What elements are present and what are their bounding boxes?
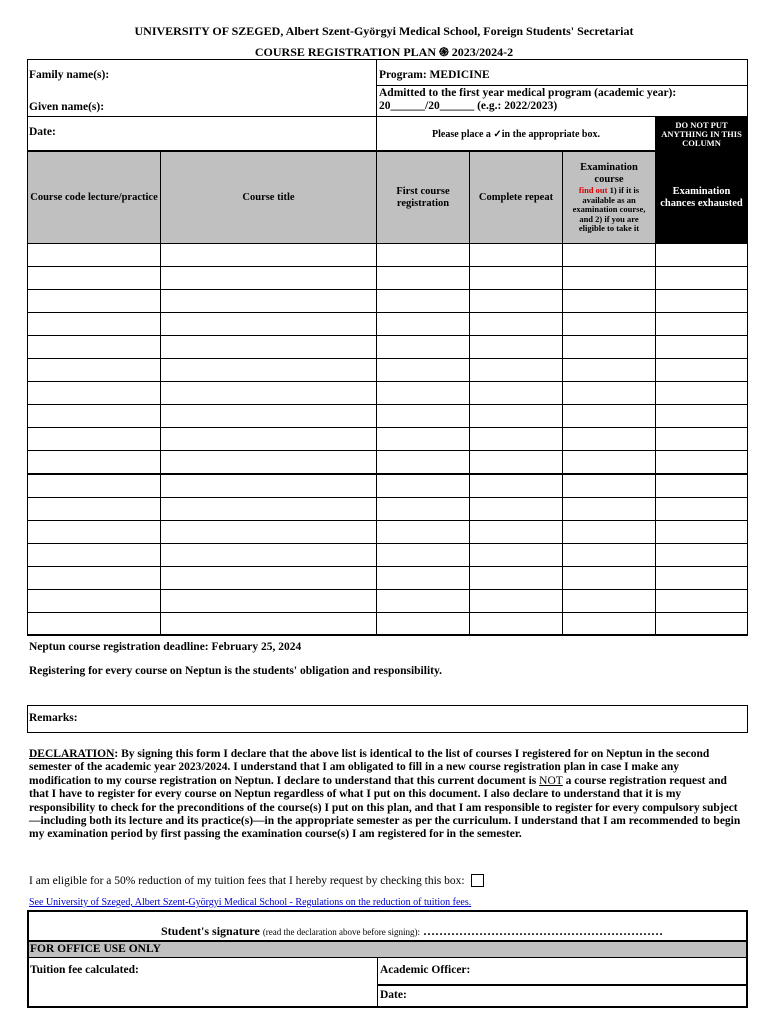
table-cell[interactable] bbox=[376, 589, 470, 613]
table-cell[interactable] bbox=[562, 358, 656, 382]
table-row bbox=[27, 566, 748, 590]
table-cell[interactable] bbox=[469, 450, 563, 474]
table-cell[interactable] bbox=[160, 335, 377, 359]
table-cell[interactable] bbox=[376, 312, 470, 336]
table-cell[interactable] bbox=[376, 566, 470, 590]
table-cell[interactable] bbox=[160, 589, 377, 613]
table-row bbox=[27, 520, 748, 544]
table-cell[interactable] bbox=[27, 427, 161, 451]
table-cell[interactable] bbox=[562, 404, 656, 428]
tuition-fee-label: Tuition fee calculated: bbox=[30, 964, 139, 976]
table-cell[interactable] bbox=[160, 566, 377, 590]
table-cell[interactable] bbox=[160, 289, 377, 313]
table-cell[interactable] bbox=[27, 381, 161, 405]
table-cell[interactable] bbox=[376, 497, 470, 521]
table-cell[interactable] bbox=[27, 358, 161, 382]
table-cell[interactable] bbox=[562, 450, 656, 474]
table-cell[interactable] bbox=[469, 497, 563, 521]
table-cell[interactable] bbox=[469, 312, 563, 336]
table-cell[interactable] bbox=[562, 427, 656, 451]
table-cell[interactable] bbox=[562, 520, 656, 544]
table-cell[interactable] bbox=[376, 358, 470, 382]
table-cell[interactable] bbox=[469, 358, 563, 382]
office-use-header: FOR OFFICE USE ONLY bbox=[29, 940, 746, 958]
table-row bbox=[27, 589, 748, 613]
table-cell[interactable] bbox=[562, 612, 656, 636]
table-cell[interactable] bbox=[376, 243, 470, 267]
table-cell[interactable] bbox=[562, 312, 656, 336]
table-cell[interactable] bbox=[469, 566, 563, 590]
check-instruction: Please place a ✓in the appropriate box. bbox=[432, 128, 600, 140]
regulations-link[interactable]: See University of Szeged, Albert Szent-Györgyi Medical School - Regulations on the reduction of tuition fees. bbox=[29, 897, 472, 908]
table-cell[interactable] bbox=[469, 243, 563, 267]
table-cell[interactable] bbox=[655, 289, 748, 313]
table-cell[interactable] bbox=[655, 566, 748, 590]
table-cell[interactable] bbox=[655, 381, 748, 405]
course-table bbox=[27, 151, 748, 635]
table-cell[interactable] bbox=[655, 243, 748, 267]
table-cell[interactable] bbox=[160, 474, 377, 498]
table-row bbox=[27, 266, 748, 290]
table-cell[interactable] bbox=[27, 543, 161, 567]
table-row bbox=[27, 243, 748, 267]
table-row bbox=[27, 427, 748, 451]
table-cell[interactable] bbox=[655, 312, 748, 336]
table-cell[interactable] bbox=[376, 427, 470, 451]
table-cell[interactable] bbox=[27, 520, 161, 544]
table-cell[interactable] bbox=[655, 450, 748, 474]
table-row bbox=[27, 335, 748, 359]
table-cell[interactable] bbox=[376, 520, 470, 544]
form-header-institution: UNIVERSITY OF SZEGED, Albert Szent-Györgyi Medical School, Foreign Students' Secretariat bbox=[134, 24, 634, 38]
table-cell[interactable] bbox=[655, 612, 748, 636]
date-label: Date: bbox=[29, 126, 56, 138]
table-cell[interactable] bbox=[655, 427, 748, 451]
table-cell[interactable] bbox=[376, 543, 470, 567]
table-cell[interactable] bbox=[160, 266, 377, 290]
table-row bbox=[27, 543, 748, 567]
family-name-label: Family name(s): bbox=[29, 69, 110, 81]
table-cell[interactable] bbox=[655, 266, 748, 290]
table-cell[interactable] bbox=[562, 289, 656, 313]
table-cell[interactable] bbox=[27, 589, 161, 613]
table-cell[interactable] bbox=[160, 520, 377, 544]
table-cell[interactable] bbox=[562, 543, 656, 567]
table-cell[interactable] bbox=[655, 404, 748, 428]
table-row bbox=[27, 381, 748, 405]
table-row bbox=[27, 450, 748, 474]
table-cell[interactable] bbox=[655, 497, 748, 521]
table-cell[interactable] bbox=[562, 243, 656, 267]
table-cell[interactable] bbox=[160, 358, 377, 382]
table-cell[interactable] bbox=[27, 243, 161, 267]
table-cell[interactable] bbox=[27, 404, 161, 428]
table-cell[interactable] bbox=[562, 589, 656, 613]
table-cell[interactable] bbox=[27, 612, 161, 636]
office-section bbox=[27, 910, 748, 1008]
table-cell[interactable] bbox=[562, 566, 656, 590]
table-row bbox=[27, 474, 748, 498]
col-course-code: Course code lecture/practice bbox=[27, 151, 161, 244]
declaration-text: DECLARATION: By signing this form I declare that the above list is identical to the list of courses I registered for on Neptun in the second semester of the academic year 2023/2024. I understand that I am obligated to fill in a new course registration plan in case I make any modification to my course registration on Neptun. I declare to understand that this current document is NOT a course registration request and that I have to register for every course on Neptun regardless of what I put on this document. I also declare to understand that it is my responsibility to check for the preconditions of the course(s) I put on this plan, and that I am responsible to register for every compulsory subject—including both its lecture and its practice(s)—in the appropriate semester as per the curriculum. I understand that I am recommended to begin my examination period by first passing the examination course(s) I am registered for in the semester. bbox=[29, 748, 741, 841]
deadline-notice: Neptun course registration deadline: February 25, 2024 bbox=[29, 641, 302, 653]
table-row bbox=[27, 312, 748, 336]
table-cell[interactable] bbox=[469, 520, 563, 544]
reduction-checkbox[interactable] bbox=[471, 874, 484, 887]
table-cell[interactable] bbox=[27, 335, 161, 359]
table-cell[interactable] bbox=[376, 612, 470, 636]
table-cell[interactable] bbox=[469, 381, 563, 405]
table-cell[interactable] bbox=[469, 266, 563, 290]
table-cell[interactable] bbox=[27, 497, 161, 521]
table-cell[interactable] bbox=[27, 450, 161, 474]
table-cell[interactable] bbox=[160, 497, 377, 521]
given-name-label: Given name(s): bbox=[29, 101, 105, 113]
table-row bbox=[27, 497, 748, 521]
table-cell[interactable] bbox=[160, 450, 377, 474]
table-cell[interactable] bbox=[376, 404, 470, 428]
table-cell[interactable] bbox=[469, 543, 563, 567]
table-cell[interactable] bbox=[27, 312, 161, 336]
table-cell[interactable] bbox=[655, 543, 748, 567]
col-first-registration: First course registration bbox=[376, 151, 470, 244]
table-row bbox=[27, 358, 748, 382]
table-cell[interactable] bbox=[160, 243, 377, 267]
table-cell[interactable] bbox=[562, 474, 656, 498]
table-cell[interactable] bbox=[469, 427, 563, 451]
table-cell[interactable] bbox=[160, 427, 377, 451]
table-cell[interactable] bbox=[376, 335, 470, 359]
table-cell[interactable] bbox=[27, 266, 161, 290]
table-cell[interactable] bbox=[469, 404, 563, 428]
table-cell[interactable] bbox=[27, 289, 161, 313]
table-cell[interactable] bbox=[160, 381, 377, 405]
table-row bbox=[27, 289, 748, 313]
col-examination-course: Examination course find out 1) if it is available as an examination course, and 2) if you are eligible to take it bbox=[562, 151, 656, 244]
table-cell[interactable] bbox=[376, 474, 470, 498]
form-title: COURSE REGISTRATION PLAN ֍ 2023/2024-2 bbox=[254, 45, 514, 59]
table-cell[interactable] bbox=[376, 289, 470, 313]
table-cell[interactable] bbox=[469, 335, 563, 359]
table-cell[interactable] bbox=[160, 312, 377, 336]
table-cell[interactable] bbox=[376, 381, 470, 405]
table-row bbox=[27, 404, 748, 428]
remarks-label: Remarks: bbox=[29, 712, 78, 724]
obligation-notice: Registering for every course on Neptun is the students' obligation and responsibility. bbox=[29, 665, 442, 677]
table-cell[interactable] bbox=[376, 266, 470, 290]
table-cell[interactable] bbox=[27, 566, 161, 590]
table-cell[interactable] bbox=[655, 358, 748, 382]
table-cell[interactable] bbox=[655, 520, 748, 544]
col-course-title: Course title bbox=[160, 151, 377, 244]
table-cell[interactable] bbox=[160, 543, 377, 567]
table-cell[interactable] bbox=[655, 589, 748, 613]
table-cell[interactable] bbox=[469, 474, 563, 498]
admitted-label: Admitted to the first year medical program (academic year): 20______/20______ (e.g.: 2022/2023) bbox=[379, 87, 677, 112]
table-cell[interactable] bbox=[655, 474, 748, 498]
table-cell[interactable] bbox=[160, 612, 377, 636]
table-cell[interactable] bbox=[469, 289, 563, 313]
table-cell[interactable] bbox=[469, 612, 563, 636]
table-cell[interactable] bbox=[562, 266, 656, 290]
remarks-field[interactable] bbox=[27, 705, 748, 733]
table-cell[interactable] bbox=[160, 404, 377, 428]
table-cell[interactable] bbox=[469, 589, 563, 613]
table-cell[interactable] bbox=[562, 381, 656, 405]
table-cell[interactable] bbox=[655, 335, 748, 359]
table-cell[interactable] bbox=[376, 450, 470, 474]
table-row bbox=[27, 612, 748, 636]
table-cell[interactable] bbox=[27, 474, 161, 498]
reduction-request: I am eligible for a 50% reduction of my tuition fees that I hereby request by checking this box: bbox=[29, 874, 484, 887]
office-date-label: Date: bbox=[380, 989, 407, 1001]
table-cell[interactable] bbox=[562, 335, 656, 359]
student-signature[interactable]: Student's signature (read the declaration above before signing): …………………………………………………… bbox=[161, 924, 663, 938]
do-not-put-notice: DO NOT PUT ANYTHING IN THIS COLUMN bbox=[655, 117, 748, 151]
col-exam-chances-exhausted: Examination chances exhausted bbox=[655, 151, 748, 244]
table-cell[interactable] bbox=[562, 497, 656, 521]
program-label: Program: MEDICINE bbox=[379, 69, 490, 81]
col-complete-repeat: Complete repeat bbox=[469, 151, 563, 244]
academic-officer-label: Academic Officer: bbox=[380, 964, 471, 976]
